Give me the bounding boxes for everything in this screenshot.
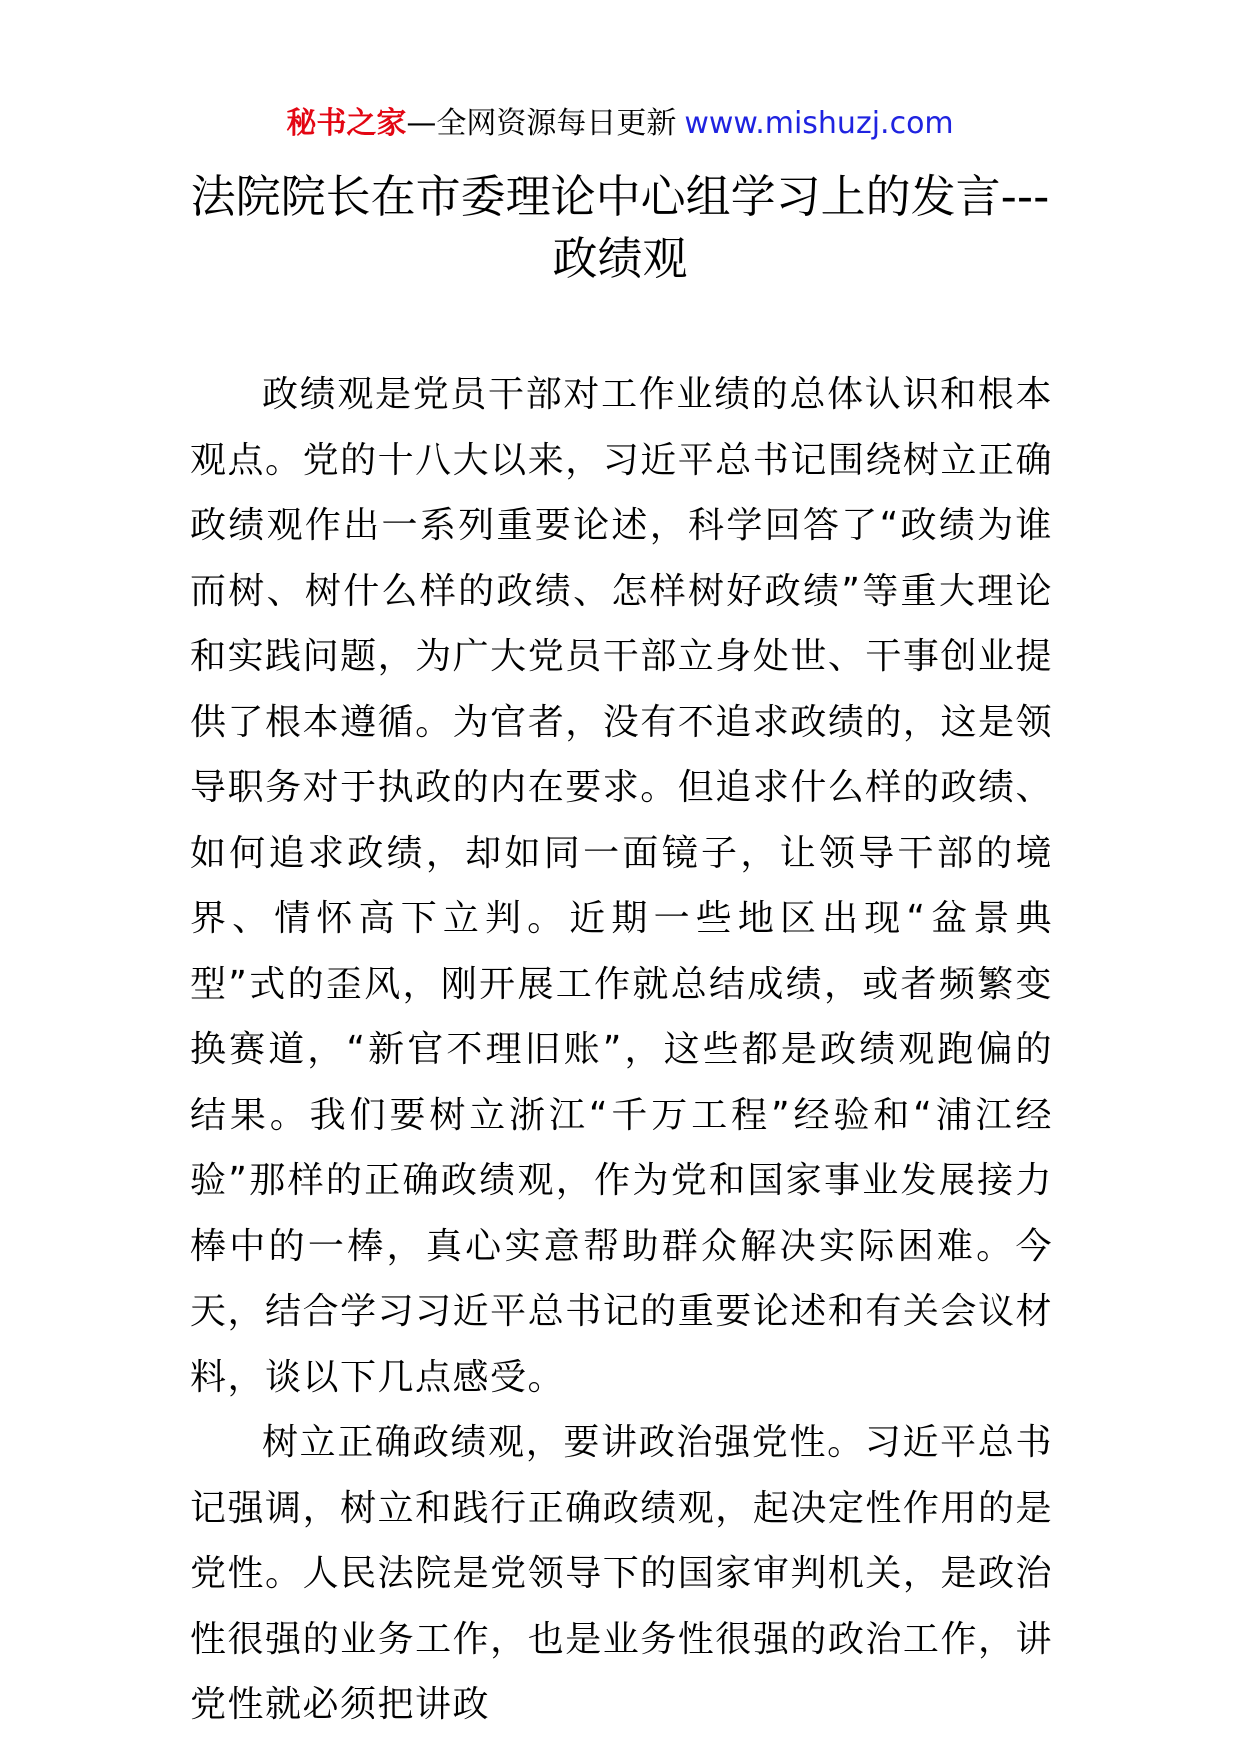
source-header (0, 104, 1240, 144)
header-tagline: —全网资源每日更新 (406, 106, 677, 141)
website-link[interactable]: www.mishuzj.com (684, 106, 954, 141)
document-body (190, 362, 1053, 1738)
paragraph-2: 树立正确政绩观，要讲政治强党性。习近平总书记强调，树立和践行正确政绩观，起决定性作用的是党性。人民法院是党领导下的国家审判机关，是政治性很强的业务工作，也是业务性很强的政治工作，讲党性就必须把讲政 (190, 1422, 1053, 1725)
brand-name: 秘书之家 (286, 106, 407, 141)
document-title: 法院院长在市委理论中心组学习上的发言---政绩观 (190, 170, 1050, 285)
paragraph-1: 政绩观是党员干部对工作业绩的总体认识和根本观点。党的十八大以来，习近平总书记围绕树立正确政绩观作出一系列重要论述，科学回答了“政绩为谁而树、树什么样的政绩、怎样树好政绩”等重大理论和实践问题，为广大党员干部立身处世、干事创业提供了根本遵循。为官者，没有不追求政绩的，这是领导职务对于执政的内在要求。但追求什么样的政绩、如何追求政绩，却如同一面镜子，让领导干部的境界、情怀高下立判。近期一些地区出现“盆景典型”式的歪风，刚开展工作就总结成绩，或者频繁变换赛道，“新官不理旧账”，这些都是政绩观跑偏的结果。我们要树立浙江“千万工程”经验和“浦江经验”那样的正确政绩观，作为党和国家事业发展接力棒中的一棒，真心实意帮助群众解决实际困难。今天，结合学习习近平总书记的重要论述和有关会议材料，谈以下几点感受。 (190, 374, 1053, 1398)
